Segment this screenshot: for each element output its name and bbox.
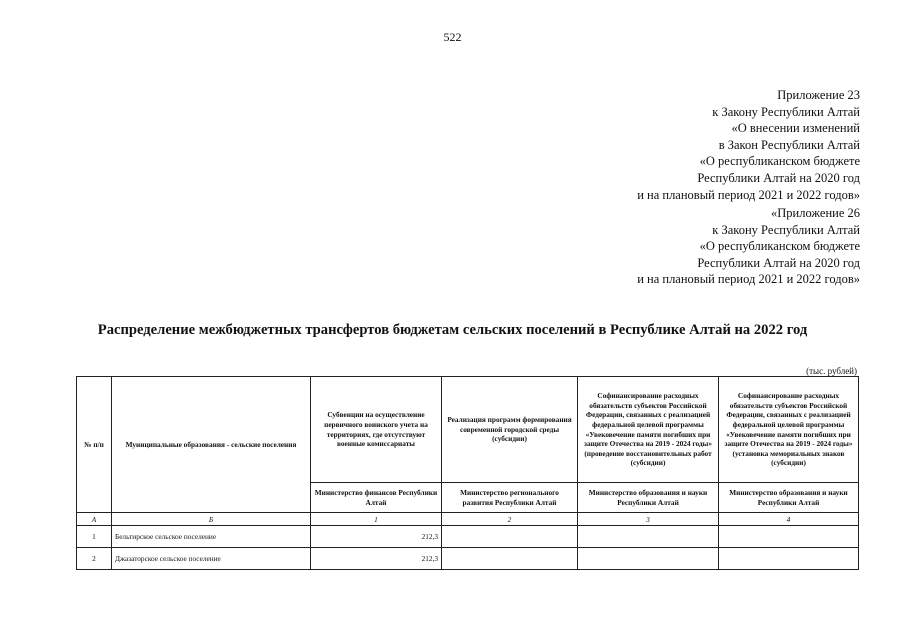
index-cell: 4 xyxy=(719,513,859,526)
ministry-col1: Министерство финансов Республики Алтай xyxy=(311,483,442,513)
value-col4 xyxy=(719,548,859,570)
appendix-line: «Приложение 26 xyxy=(771,206,860,220)
page-number: 522 xyxy=(443,30,462,44)
municipality-name: Бельтирское сельское поселение xyxy=(112,526,311,548)
value-col2 xyxy=(442,548,578,570)
appendix-note-26 xyxy=(637,205,860,288)
index-cell: А xyxy=(77,513,112,526)
appendix-line: Республики Алтай на 2020 год xyxy=(697,170,860,185)
header-col4: Софинансирование расходных обязательств субъектов Российской Федерации, связанных с реализацией федеральной целевой программы «Увековечение памяти погибших при защите Отечества на 2019 - 2024 годы» (установка мемориальных знаков (субсидии) xyxy=(719,377,859,483)
appendix-line: в Закон Республики Алтай xyxy=(718,137,860,152)
appendix-line: и на плановый период 2021 и 2022 годов» xyxy=(637,272,860,287)
appendix-line: и на плановый период 2021 и 2022 годов» xyxy=(637,187,860,202)
appendix-line: «О республиканском бюджете xyxy=(699,239,860,254)
index-cell: Б xyxy=(112,513,311,526)
units-label: (тыс. рублей) xyxy=(806,366,857,376)
index-row xyxy=(77,513,859,526)
appendix-line: Республики Алтай на 2020 год xyxy=(697,255,860,270)
appendix-line: «О республиканском бюджете xyxy=(699,154,860,169)
header-num: № п/п xyxy=(77,377,112,513)
appendix-line: к Закону Республики Алтай xyxy=(712,222,860,237)
header-municipality: Муниципальные образования - сельские поселения xyxy=(112,377,311,513)
value-col1: 212,3 xyxy=(311,548,442,570)
index-cell: 2 xyxy=(442,513,578,526)
value-col4 xyxy=(719,526,859,548)
municipality-name: Джазаторское сельское поселение xyxy=(112,548,311,570)
ministry-col4: Министерство образования и науки Республики Алтай xyxy=(719,483,859,513)
index-cell: 3 xyxy=(578,513,719,526)
table-row xyxy=(77,526,859,548)
value-col1: 212,3 xyxy=(311,526,442,548)
ministry-col2: Министерство регионального развития Республики Алтай xyxy=(442,483,578,513)
header-col3: Софинансирование расходных обязательств субъектов Российской Федерации, связанных с реализацией федеральной целевой программы «Увековечение памяти погибших при защите Отечества на 2019 - 2024 годы» (проведение восстановительных работ (субсидии) xyxy=(578,377,719,483)
value-col2 xyxy=(442,526,578,548)
table-row xyxy=(77,548,859,570)
appendix-note-23 xyxy=(637,87,860,203)
row-number: 1 xyxy=(77,526,112,548)
header-col1: Субвенции на осуществление первичного воинского учета на территориях, где отсутствуют военные комиссариаты xyxy=(311,377,442,483)
header-col2: Реализация программ формирования современной городской среды (субсидии) xyxy=(442,377,578,483)
row-number: 2 xyxy=(77,548,112,570)
appendix-line: к Закону Республики Алтай xyxy=(712,104,860,119)
appendix-line: «О внесении изменений xyxy=(731,121,860,136)
header-row xyxy=(77,377,859,483)
value-col3 xyxy=(578,548,719,570)
document-title: Распределение межбюджетных трансфертов бюджетам сельских поселений в Республике Алтай на 2022 год xyxy=(97,322,808,338)
appendix-line: Приложение 23 xyxy=(777,88,860,102)
value-col3 xyxy=(578,526,719,548)
transfers-table xyxy=(76,376,859,570)
ministry-col3: Министерство образования и науки Республики Алтай xyxy=(578,483,719,513)
index-cell: 1 xyxy=(311,513,442,526)
